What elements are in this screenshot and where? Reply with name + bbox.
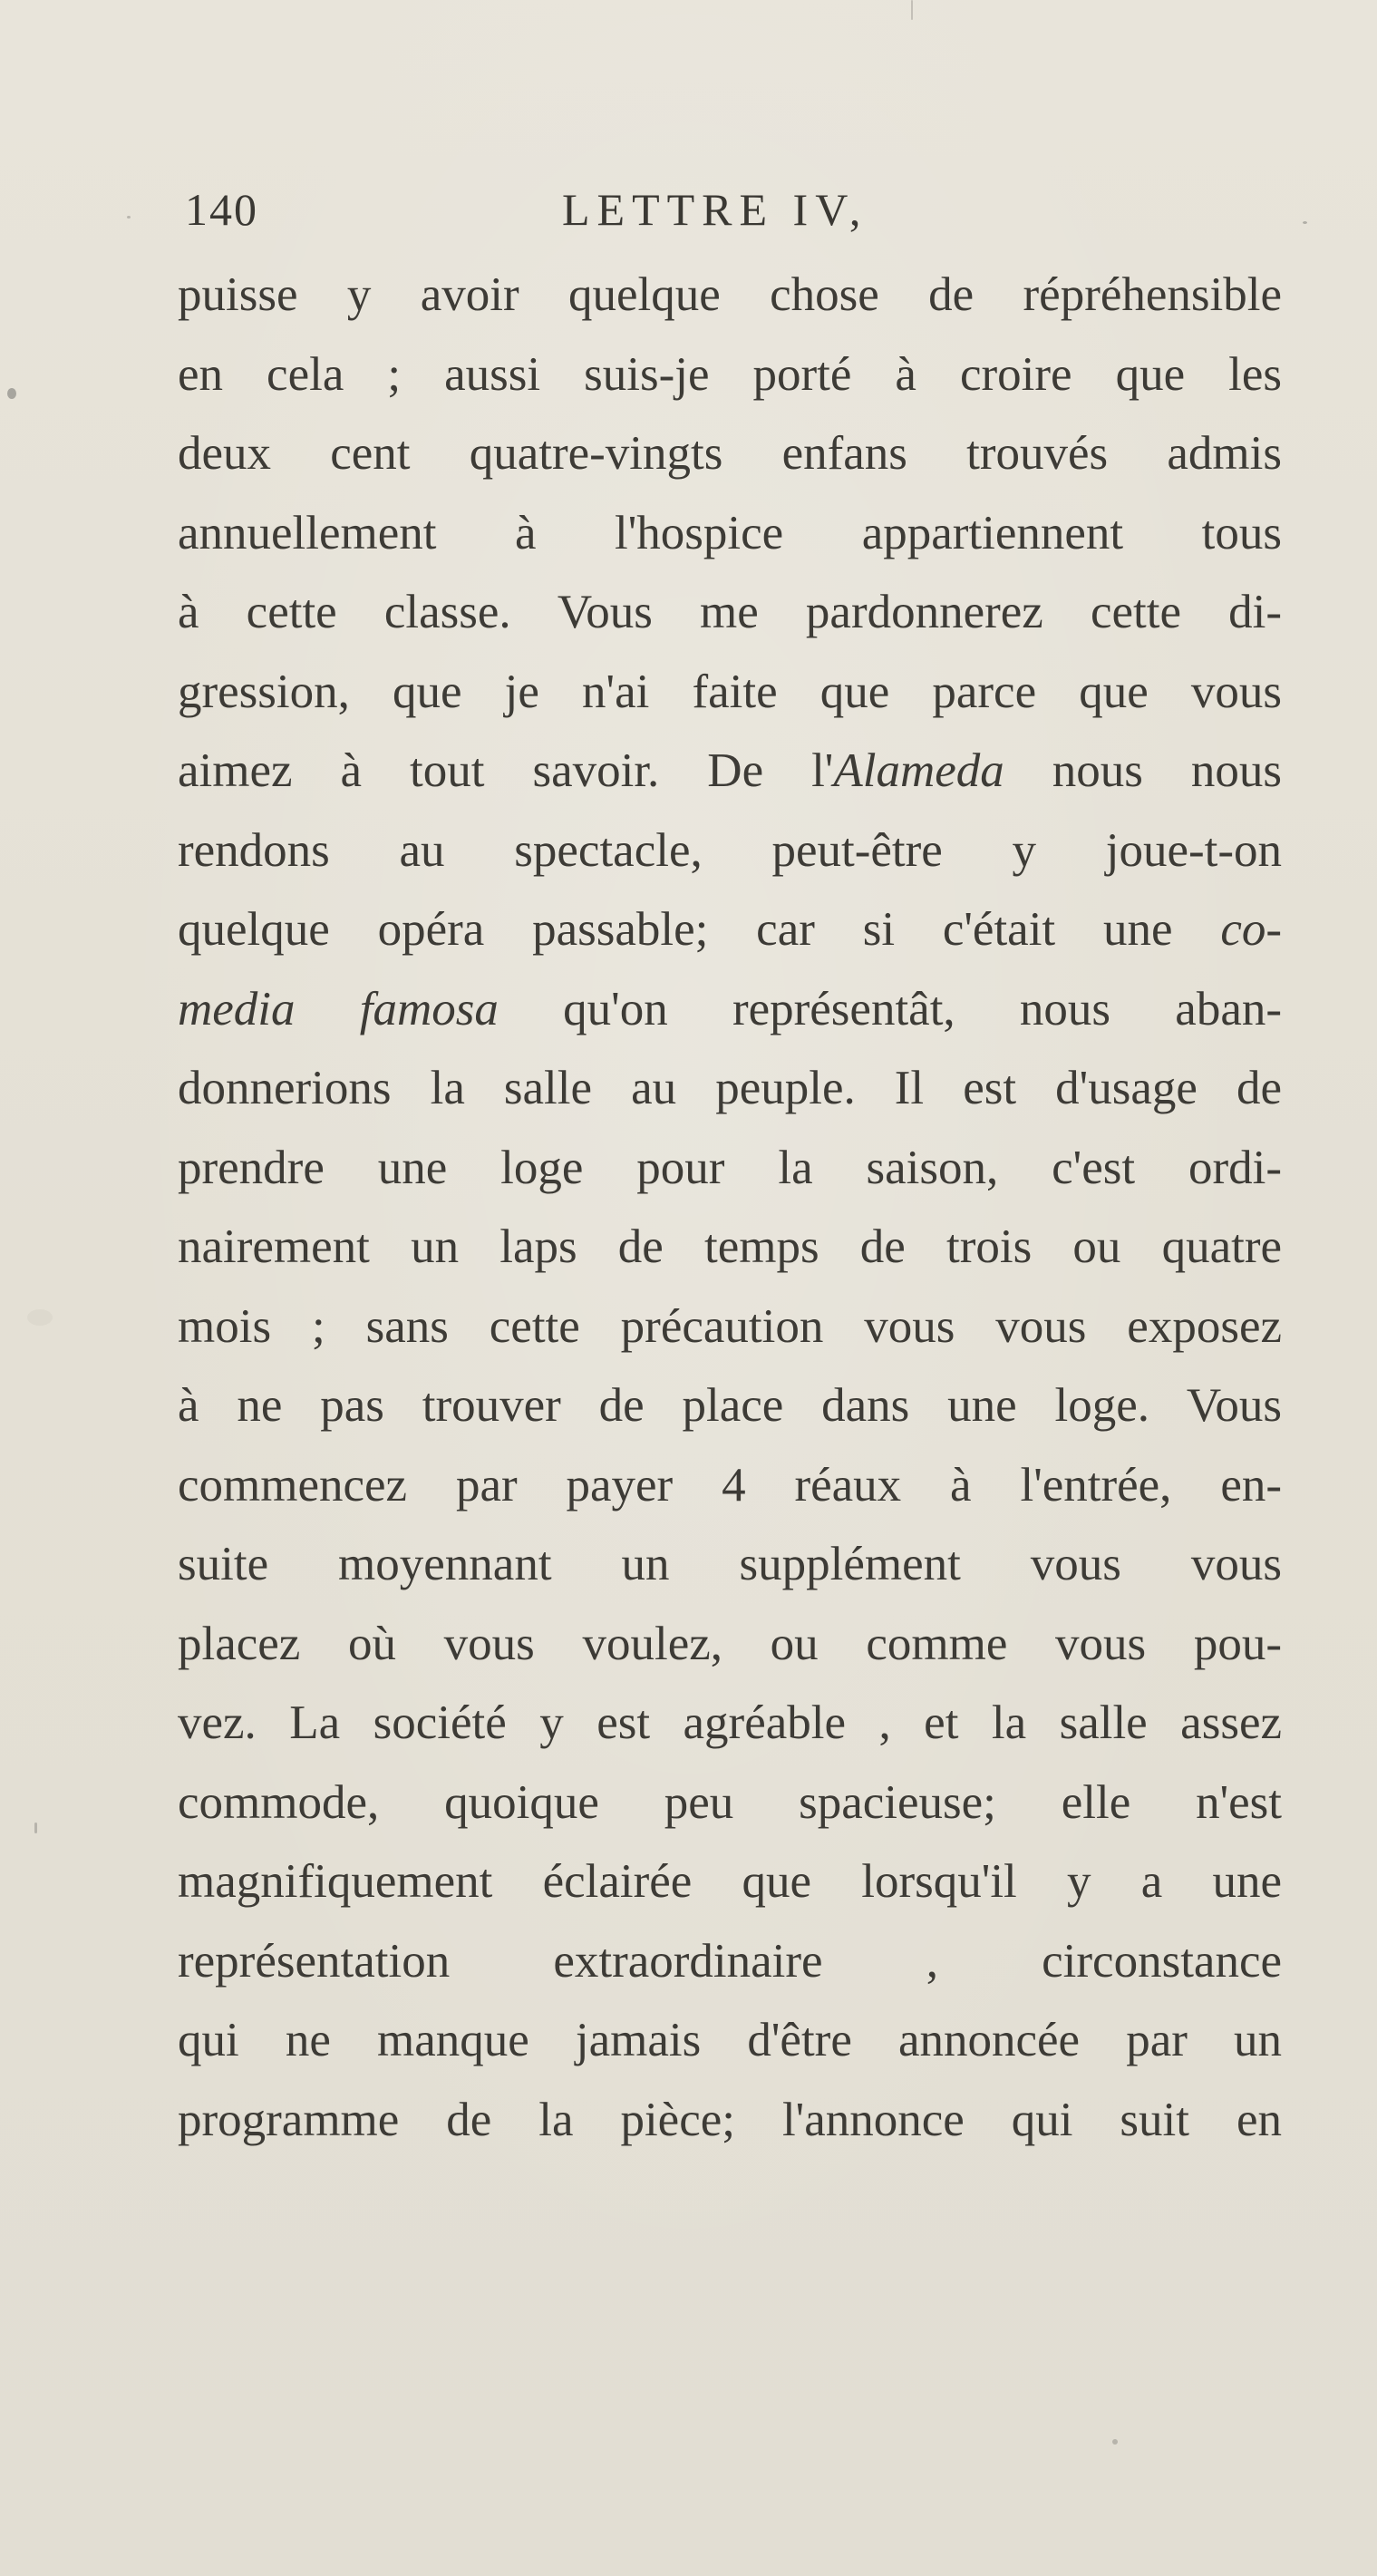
text-line: représentation extraordinaire , circonstance: [178, 1934, 1282, 1988]
text-line: media famosa qu'on représentât, nous aban-: [178, 982, 1282, 1035]
text-line: gression, que je n'ai faite que parce que vous: [178, 665, 1282, 718]
paper-speck: [34, 1823, 37, 1833]
text-line: en cela ; aussi suis-je porté à croire que les: [178, 347, 1282, 401]
text-line: magnifiquement éclairée que lorsqu'il y a une: [178, 1855, 1282, 1908]
text-line: mois ; sans cette précaution vous vous exposez: [178, 1299, 1282, 1353]
text-line: qui ne manque jamais d'être annoncée par un: [178, 2014, 1282, 2066]
text-line: à cette classe. Vous me pardonnerez cette di-: [178, 586, 1282, 638]
paper-speck: [127, 216, 131, 219]
page-number: 140: [185, 184, 258, 235]
text-line: commode, quoique peu spacieuse; elle n'est: [178, 1775, 1282, 1829]
text-line: prendre une loge pour la saison, c'est ordi-: [178, 1141, 1282, 1194]
text-line: nairement un laps de temps de trois ou quatre: [178, 1220, 1282, 1273]
italic-text: co-: [1220, 903, 1282, 956]
text-line: commencez par payer 4 réaux à l'entrée, en-: [178, 1458, 1282, 1512]
text-line: rendons au spectacle, peut-être y joue-t-on: [178, 823, 1282, 877]
italic-text: Alameda: [833, 744, 1004, 797]
text-line: donnerions la salle au peuple. Il est d'usage de: [178, 1062, 1282, 1114]
text-line: suite moyennant un supplément vous vous: [178, 1538, 1282, 1590]
text-line: deux cent quatre-vingts enfans trouvés admis: [178, 427, 1282, 480]
paper-speck: [27, 1309, 53, 1326]
text-line: vez. La société y est agréable , et la salle assez: [178, 1696, 1282, 1749]
text-line: annuellement à l'hospice appartiennent tous: [178, 506, 1282, 559]
running-head-title: LETTRE IV,: [562, 184, 868, 235]
text-line: quelque opéra passable; car si c'était une co-: [178, 903, 1282, 956]
text-line: placez où vous voulez, ou comme vous pou-: [178, 1617, 1282, 1670]
text-line: programme de la pièce; l'annonce qui suit en: [178, 2093, 1282, 2146]
text-line: puisse y avoir quelque chose de répréhensible: [178, 268, 1282, 321]
paper-speck: [911, 0, 913, 20]
italic-text: media famosa: [178, 982, 499, 1035]
running-head: [181, 178, 1287, 241]
body-text: [178, 256, 1282, 2160]
paper-speck: [7, 388, 16, 399]
paper-speck: [1112, 2439, 1118, 2445]
text-line: aimez à tout savoir. De l'Alameda nous nous: [178, 744, 1282, 797]
paper-speck: [1303, 221, 1307, 224]
text-line: à ne pas trouver de place dans une loge. Vous: [178, 1379, 1282, 1432]
